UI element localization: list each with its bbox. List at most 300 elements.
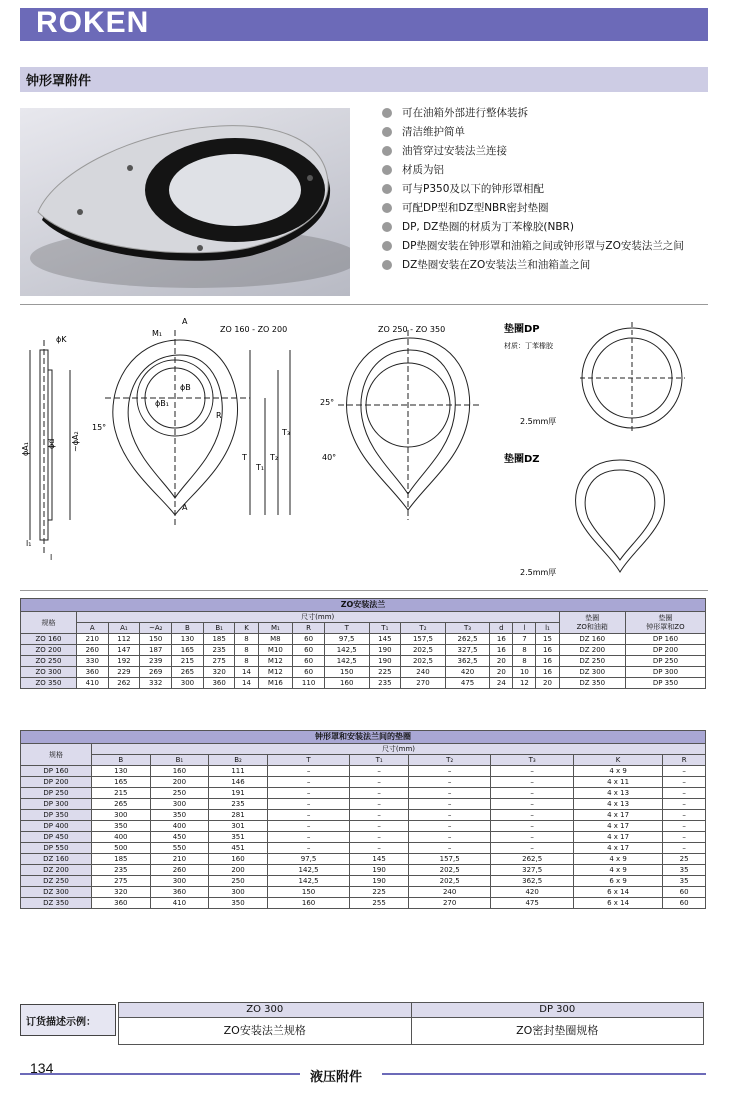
table-cell: 4 x 13 — [573, 788, 662, 799]
dim-t: T — [242, 453, 247, 462]
table-cell: 60 — [293, 645, 325, 656]
label-thickness-dp: 2.5mm厚 — [520, 417, 557, 426]
table-cell: 350 — [92, 821, 151, 832]
feature-item: DP, DZ垫圈的材质为丁苯橡胶(NBR) — [382, 218, 702, 237]
table-cell: 4 x 9 — [573, 766, 662, 777]
table-cell: 130 — [92, 766, 151, 777]
table-cell: 327,5 — [445, 645, 490, 656]
column-header: B₁ — [203, 623, 235, 634]
dim-l: l — [50, 553, 53, 562]
column-header: T₃ — [445, 623, 490, 634]
table-cell: 360 — [76, 667, 108, 678]
table-cell: – — [663, 799, 706, 810]
table-cell: 275 — [203, 656, 235, 667]
table-cell: – — [350, 832, 409, 843]
table-cell: DP 250 — [625, 656, 705, 667]
gasket2-header — [625, 612, 705, 634]
table-cell: – — [350, 766, 409, 777]
table-cell: 16 — [536, 645, 559, 656]
column-header: B₂ — [209, 755, 268, 766]
row-label: DP 300 — [21, 799, 92, 810]
dim-a-top: A — [182, 317, 188, 326]
table-cell: – — [350, 788, 409, 799]
table-cell: 14 — [235, 678, 258, 689]
bullet-icon — [382, 165, 392, 175]
table-cell: M16 — [258, 678, 293, 689]
table-cell: 300 — [209, 887, 268, 898]
table-cell: 265 — [172, 667, 204, 678]
table-cell: – — [663, 766, 706, 777]
table-cell: 4 x 11 — [573, 777, 662, 788]
column-header: d — [490, 623, 513, 634]
table-cell: – — [267, 821, 349, 832]
feature-item: 可与P350及以下的钟形罩相配 — [382, 180, 702, 199]
label-gasket-dz: 垫圈DZ — [504, 454, 540, 465]
row-label: ZO 160 — [21, 634, 77, 645]
table-row — [21, 645, 706, 656]
table-cell: 60 — [293, 634, 325, 645]
table-cell: DP 200 — [625, 645, 705, 656]
table-cell: – — [408, 766, 490, 777]
table-cell: 360 — [203, 678, 235, 689]
table-cell: – — [408, 843, 490, 854]
feature-list — [382, 104, 702, 275]
table-cell: 150 — [324, 667, 369, 678]
table-cell: 275 — [92, 876, 151, 887]
row-label: DZ 300 — [21, 887, 92, 898]
table-cell: 4 x 17 — [573, 832, 662, 843]
table-cell: 281 — [209, 810, 268, 821]
table-cell: 6 x 14 — [573, 887, 662, 898]
page-number: 134 — [30, 1060, 54, 1076]
table-cell: 24 — [490, 678, 513, 689]
table-cell: 451 — [209, 843, 268, 854]
table-cell: 60 — [663, 898, 706, 909]
section-bar — [20, 67, 708, 92]
divider — [20, 590, 708, 591]
size-header: 尺寸(mm) — [92, 744, 706, 755]
table-cell: 300 — [92, 810, 151, 821]
table-cell: 327,5 — [491, 865, 573, 876]
row-label: DP 350 — [21, 810, 92, 821]
row-label: DZ 160 — [21, 854, 92, 865]
table-cell: 240 — [408, 887, 490, 898]
table-cell: – — [350, 799, 409, 810]
table-cell: 4 x 9 — [573, 854, 662, 865]
table-cell: 8 — [235, 634, 258, 645]
gasket1-sub: ZO和油箱 — [576, 622, 608, 631]
order-label: 订货描述示例： — [26, 1017, 96, 1028]
column-header: l₁ — [536, 623, 559, 634]
table-cell: 210 — [76, 634, 108, 645]
footer-line-right — [382, 1073, 706, 1075]
table-cell: 8 — [513, 656, 536, 667]
dim-k: ϕK — [56, 335, 67, 344]
table-cell: 250 — [209, 876, 268, 887]
order-zo-desc: ZO安装法兰规格 — [119, 1018, 412, 1045]
gasket-dp-drawing — [580, 322, 685, 434]
table-cell: 150 — [267, 887, 349, 898]
section-title: 钟形罩附件 — [26, 74, 92, 89]
table-cell: 420 — [445, 667, 490, 678]
table-cell: – — [491, 832, 573, 843]
technical-drawing — [20, 310, 708, 590]
row-label: DP 160 — [21, 766, 92, 777]
table-cell: – — [663, 777, 706, 788]
footer-line-left — [20, 1073, 300, 1075]
table-cell: 97,5 — [267, 854, 349, 865]
table-cell: 239 — [140, 656, 172, 667]
table-cell: 210 — [150, 854, 209, 865]
gasket1-header — [559, 612, 625, 634]
table-cell: 160 — [209, 854, 268, 865]
table-cell: – — [267, 843, 349, 854]
table-cell: 320 — [203, 667, 235, 678]
table-cell: 111 — [209, 766, 268, 777]
dim-a2: ~ϕA₂ — [71, 431, 80, 452]
table-cell: 202,5 — [401, 656, 446, 667]
table-cell: – — [408, 799, 490, 810]
table-cell: 360 — [92, 898, 151, 909]
table-cell: 60 — [663, 887, 706, 898]
table-cell: – — [663, 788, 706, 799]
table-cell: DZ 350 — [559, 678, 625, 689]
angle-15: 15° — [92, 423, 107, 432]
spec-header: 规格 — [21, 744, 92, 766]
table-cell: 130 — [172, 634, 204, 645]
table-cell: 400 — [150, 821, 209, 832]
table-cell: M12 — [258, 656, 293, 667]
table-cell: 260 — [150, 865, 209, 876]
column-header: T — [324, 623, 369, 634]
table-cell: 7 — [513, 634, 536, 645]
gasket1-label: 垫圈 — [585, 613, 600, 622]
table-cell: 145 — [369, 634, 401, 645]
dim-a-bottom: A — [182, 503, 188, 512]
bullet-icon — [382, 146, 392, 156]
table-cell: DZ 160 — [559, 634, 625, 645]
table-cell: 260 — [76, 645, 108, 656]
column-header: R — [293, 623, 325, 634]
table-cell: 4 x 9 — [573, 865, 662, 876]
table-cell: – — [408, 821, 490, 832]
row-label: DP 250 — [21, 788, 92, 799]
zo-flange-table — [20, 598, 706, 689]
flange-zo-small — [105, 330, 290, 525]
table-row — [21, 777, 706, 788]
column-header: l — [513, 623, 536, 634]
table-cell: 192 — [108, 656, 140, 667]
table-cell: 16 — [490, 634, 513, 645]
column-header: T₂ — [401, 623, 446, 634]
column-header: T₃ — [491, 755, 573, 766]
table-cell: M10 — [258, 645, 293, 656]
table-cell: 150 — [140, 634, 172, 645]
column-header: R — [663, 755, 706, 766]
table-cell: 362,5 — [445, 656, 490, 667]
feature-item: 清洁维护简单 — [382, 123, 702, 142]
column-header: K — [235, 623, 258, 634]
table-row — [21, 656, 706, 667]
table-cell: 270 — [401, 678, 446, 689]
table-cell: 14 — [235, 667, 258, 678]
size-header: 尺寸(mm) — [76, 612, 559, 623]
table-cell: DP 160 — [625, 634, 705, 645]
table-cell: 450 — [150, 832, 209, 843]
table-cell: 160 — [324, 678, 369, 689]
bullet-icon — [382, 127, 392, 137]
label-thickness-dz: 2.5mm厚 — [520, 568, 557, 577]
table-header-row — [21, 612, 706, 623]
gasket-dz-drawing — [576, 460, 665, 572]
table-cell: 235 — [203, 645, 235, 656]
table-cell: – — [408, 832, 490, 843]
table-row — [21, 876, 706, 887]
bullet-icon — [382, 241, 392, 251]
table-cell: 500 — [92, 843, 151, 854]
column-header: T₂ — [408, 755, 490, 766]
table-cell: 165 — [92, 777, 151, 788]
row-label: DP 400 — [21, 821, 92, 832]
table-cell: 262 — [108, 678, 140, 689]
feature-item: 可配DP型和DZ型NBR密封垫圈 — [382, 199, 702, 218]
order-zo-code: ZO 300 — [119, 1003, 412, 1018]
table-cell: 200 — [209, 865, 268, 876]
table-cell: – — [350, 777, 409, 788]
dim-l1: l₁ — [26, 539, 32, 548]
table-cell: 15 — [536, 634, 559, 645]
table-cell: 240 — [401, 667, 446, 678]
feature-item: 材质为铝 — [382, 161, 702, 180]
row-label: ZO 250 — [21, 656, 77, 667]
column-header: B₁ — [150, 755, 209, 766]
table-cell: – — [408, 810, 490, 821]
product-photo — [20, 108, 350, 296]
label-zo-large: ZO 250 - ZO 350 — [378, 325, 446, 334]
table-cell: 165 — [172, 645, 204, 656]
table-cell: 215 — [92, 788, 151, 799]
table-cell: 8 — [235, 645, 258, 656]
footer-title: 液压附件 — [310, 1070, 363, 1085]
table-cell: 142,5 — [324, 656, 369, 667]
table-row — [21, 832, 706, 843]
table-cell: 262,5 — [491, 854, 573, 865]
table-cell: M12 — [258, 667, 293, 678]
row-label: ZO 200 — [21, 645, 77, 656]
order-example-table — [118, 1002, 704, 1045]
table-cell: – — [350, 821, 409, 832]
table-cell: 332 — [140, 678, 172, 689]
table-caption: 钟形罩和安装法兰间的垫圈 — [21, 731, 706, 744]
table-cell: 35 — [663, 876, 706, 887]
table-cell: 20 — [490, 667, 513, 678]
table-cell: 142,5 — [267, 876, 349, 887]
table-cell: DP 350 — [625, 678, 705, 689]
table-cell: 142,5 — [267, 865, 349, 876]
bullet-icon — [382, 260, 392, 270]
table-row — [21, 634, 706, 645]
table-cell: 235 — [92, 865, 151, 876]
row-label: ZO 300 — [21, 667, 77, 678]
gasket2-sub: 钟形罩和ZO — [646, 622, 685, 631]
table-cell: 146 — [209, 777, 268, 788]
column-header: ~A₂ — [140, 623, 172, 634]
table-cell: DP 300 — [625, 667, 705, 678]
dim-t2: T₂ — [270, 453, 279, 462]
table-cell: – — [491, 788, 573, 799]
column-header: K — [573, 755, 662, 766]
dim-a1: ϕA₁ — [21, 442, 30, 456]
table-cell: 4 x 17 — [573, 821, 662, 832]
dim-m1: M₁ — [152, 329, 163, 338]
table-cell: – — [408, 777, 490, 788]
table-row — [21, 766, 706, 777]
table-cell: – — [267, 766, 349, 777]
table-cell: 16 — [490, 645, 513, 656]
table-cell: – — [663, 843, 706, 854]
table-caption-row — [21, 599, 706, 612]
table-cell: 157,5 — [408, 854, 490, 865]
table-cell: – — [408, 788, 490, 799]
table-cell: – — [267, 777, 349, 788]
row-label: DP 550 — [21, 843, 92, 854]
table-cell: 4 x 17 — [573, 843, 662, 854]
angle-40: 40° — [322, 453, 337, 462]
divider — [20, 304, 708, 305]
column-header: T₁ — [350, 755, 409, 766]
table-row — [21, 678, 706, 689]
table-cell: 262,5 — [445, 634, 490, 645]
row-label: ZO 350 — [21, 678, 77, 689]
row-label: DZ 350 — [21, 898, 92, 909]
table-cell: 410 — [150, 898, 209, 909]
table-cell: 250 — [150, 788, 209, 799]
dim-t1: T₁ — [256, 463, 265, 472]
row-label: DZ 250 — [21, 876, 92, 887]
table-cell: 25 — [663, 854, 706, 865]
table-cell: 269 — [140, 667, 172, 678]
column-header: M₁ — [258, 623, 293, 634]
table-cell: 301 — [209, 821, 268, 832]
table-cell: 350 — [150, 810, 209, 821]
table-cell: 202,5 — [408, 876, 490, 887]
table-cell: 12 — [513, 678, 536, 689]
order-dp-code: DP 300 — [411, 1003, 704, 1018]
table-cell: 360 — [150, 887, 209, 898]
table-cell: 6 x 14 — [573, 898, 662, 909]
table-cell: DZ 200 — [559, 645, 625, 656]
table-cell: – — [491, 843, 573, 854]
table-cell: 270 — [408, 898, 490, 909]
table-cell: DZ 300 — [559, 667, 625, 678]
table-cell: 351 — [209, 832, 268, 843]
label-zo-small: ZO 160 - ZO 200 — [220, 325, 288, 334]
table-cell: 300 — [172, 678, 204, 689]
table-cell: 550 — [150, 843, 209, 854]
bullet-icon — [382, 108, 392, 118]
table-cell: 350 — [209, 898, 268, 909]
table-cell: 410 — [76, 678, 108, 689]
table-cell: 400 — [92, 832, 151, 843]
dim-d: ϕd — [47, 438, 56, 449]
table-cell: 60 — [293, 667, 325, 678]
gasket-table — [20, 730, 706, 909]
table-cell: 20 — [536, 678, 559, 689]
table-cell: 16 — [536, 656, 559, 667]
table-cell: 185 — [203, 634, 235, 645]
dim-b: ϕB — [180, 383, 191, 392]
table-cell: 190 — [369, 656, 401, 667]
table-cell: 265 — [92, 799, 151, 810]
order-dp-desc: ZO密封垫圈规格 — [411, 1018, 704, 1045]
table-row — [21, 887, 706, 898]
table-cell: – — [491, 810, 573, 821]
table-cell: 320 — [92, 887, 151, 898]
table-cell: 202,5 — [408, 865, 490, 876]
column-header: A — [76, 623, 108, 634]
feature-item: 可在油箱外部进行整体装拆 — [382, 104, 702, 123]
table-cell: 147 — [108, 645, 140, 656]
table-cell: 160 — [150, 766, 209, 777]
table-cell: – — [663, 810, 706, 821]
table-row — [21, 898, 706, 909]
column-header: B — [172, 623, 204, 634]
table-cell: 191 — [209, 788, 268, 799]
bullet-icon — [382, 222, 392, 232]
row-label: DZ 200 — [21, 865, 92, 876]
table-cell: 229 — [108, 667, 140, 678]
table-cell: – — [663, 821, 706, 832]
table-cell: 110 — [293, 678, 325, 689]
table-row — [21, 865, 706, 876]
table-cell: – — [491, 777, 573, 788]
table-cell: 300 — [150, 876, 209, 887]
table-cell: 235 — [209, 799, 268, 810]
table-cell: 185 — [92, 854, 151, 865]
table-cell: 190 — [350, 865, 409, 876]
table-cell: 6 x 9 — [573, 876, 662, 887]
dim-r: R — [216, 411, 222, 420]
table-row — [21, 854, 706, 865]
table-row — [21, 667, 706, 678]
table-cell: 142,5 — [324, 645, 369, 656]
table-cell: 215 — [172, 656, 204, 667]
feature-item: DP垫圈安装在钟形罩和油箱之间或钟形罩与ZO安装法兰之间 — [382, 237, 702, 256]
table-cell: 35 — [663, 865, 706, 876]
table-cell: 112 — [108, 634, 140, 645]
table-cell: 20 — [490, 656, 513, 667]
table-cell: 190 — [350, 876, 409, 887]
table-cell: 225 — [350, 887, 409, 898]
table-cell: 330 — [76, 656, 108, 667]
table-cell: 8 — [513, 645, 536, 656]
table-cell: DZ 250 — [559, 656, 625, 667]
table-row — [21, 799, 706, 810]
table-cell: 255 — [350, 898, 409, 909]
table-cell: 235 — [369, 678, 401, 689]
table-row — [21, 810, 706, 821]
label-gasket-dp: 垫圈DP — [504, 324, 540, 335]
table-cell: 8 — [235, 656, 258, 667]
feature-item: 油管穿过安装法兰连接 — [382, 142, 702, 161]
table-cell: 475 — [445, 678, 490, 689]
column-header: T₁ — [369, 623, 401, 634]
column-header-row — [21, 755, 706, 766]
table-cell: – — [350, 810, 409, 821]
brand-logo: ROKEN — [36, 6, 150, 39]
feature-item: DZ垫圈安装在ZO安装法兰和油箱盖之间 — [382, 256, 702, 275]
table-header-row — [21, 744, 706, 755]
